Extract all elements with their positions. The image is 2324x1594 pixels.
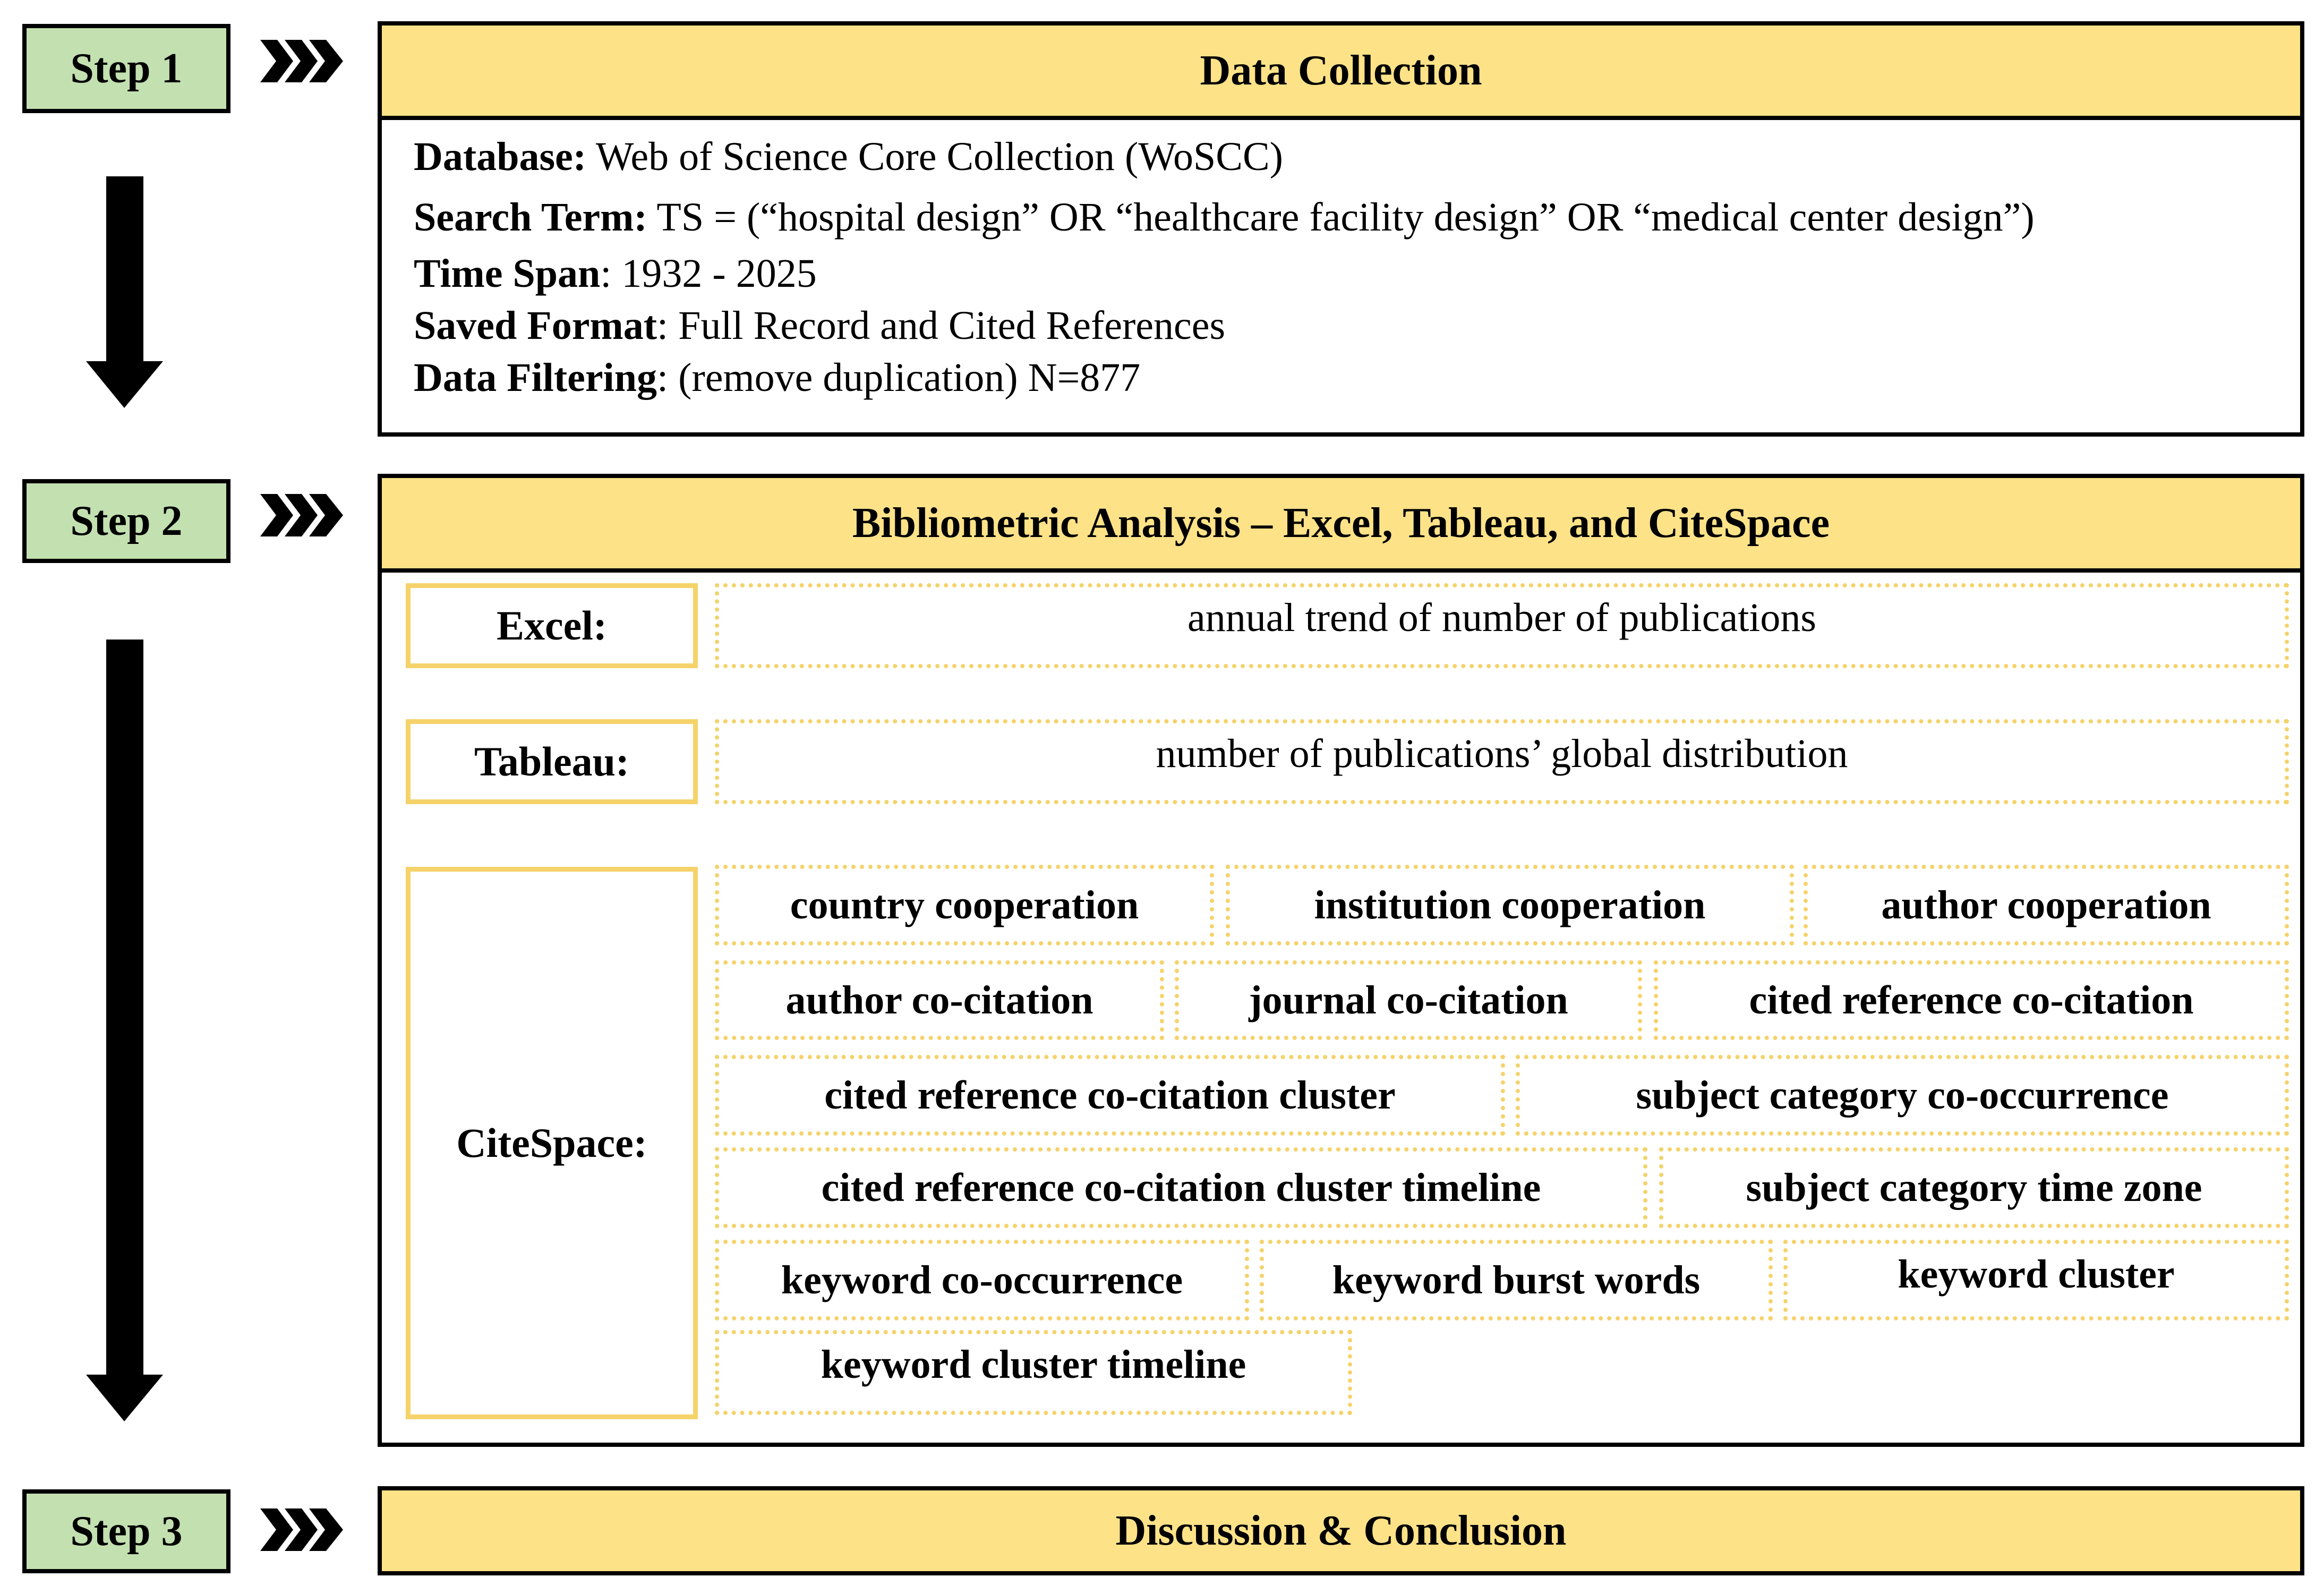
citespace-item-text: cited reference co-citation [1749, 977, 2194, 1022]
tableau-item [715, 719, 2289, 804]
excel-item [715, 583, 2289, 668]
citespace-item-author-cooperation [1804, 865, 2289, 945]
excel-item-text: annual trend of number of publications [1187, 595, 1816, 640]
citespace-item-text: keyword co-occurrence [781, 1257, 1183, 1302]
step-2-chevron-icon [260, 494, 343, 536]
citespace-label: CiteSpace: [456, 1120, 647, 1166]
time-span-value: : 1932 - 2025 [600, 251, 817, 296]
step-1-badge [22, 24, 230, 113]
time-span-key: Time Span [414, 251, 601, 296]
citespace-item-text: cited reference co-citation cluster [824, 1072, 1396, 1118]
step-2-label: Step 2 [70, 497, 183, 544]
database-key: Database: [414, 134, 587, 179]
citespace-item-text: keyword cluster [1898, 1252, 2175, 1297]
citespace-item-subject-category-time-zone [1659, 1147, 2289, 1228]
tableau-label: Tableau: [474, 738, 629, 785]
database-value: Web of Science Core Collection (WoSCC) [586, 134, 1283, 179]
discussion-title: Discussion & Conclusion [382, 1490, 2300, 1571]
excel-tool-box [406, 583, 698, 668]
saved-format-key: Saved Format [414, 303, 657, 348]
citespace-tool-box [406, 867, 698, 1419]
data-filtering-line [414, 355, 1140, 401]
citespace-item-text: keyword cluster timeline [821, 1342, 1246, 1387]
citespace-item-institution-cooperation [1226, 865, 1794, 945]
step-3-badge [22, 1489, 230, 1573]
time-span-line [414, 251, 817, 297]
citespace-item-author-co-citation [715, 960, 1164, 1040]
search-term-line [414, 194, 2035, 241]
citespace-item-text: subject category co-occurrence [1636, 1072, 2169, 1118]
citespace-item-text: country cooperation [790, 882, 1139, 927]
step-1-label: Step 1 [70, 45, 183, 92]
citespace-item-keyword-cluster-timeline [715, 1330, 1352, 1415]
citespace-item-keyword-co-occurrence [715, 1240, 1249, 1320]
citespace-item-cited-reference-co-citation [1654, 960, 2289, 1040]
citespace-item-text: subject category time zone [1746, 1165, 2202, 1210]
search-term-key: Search Term: [414, 195, 647, 240]
saved-format-value: : Full Record and Cited References [657, 303, 1226, 348]
citespace-item-keyword-burst-words [1260, 1240, 1773, 1320]
data-collection-panel [378, 21, 2304, 437]
citespace-item-text: institution cooperation [1314, 882, 1706, 927]
step-3-chevron-icon [260, 1508, 343, 1551]
step-3-label: Step 3 [70, 1507, 183, 1555]
citespace-item-text: journal co-citation [1249, 977, 1568, 1022]
step-2-badge [22, 479, 230, 563]
citespace-item-text: keyword burst words [1332, 1257, 1701, 1302]
saved-format-line [414, 303, 1225, 349]
bibliometric-analysis-title: Bibliometric Analysis – Excel, Tableau, and CiteSpace [382, 478, 2300, 573]
data-filtering-value: : (remove duplication) N=877 [657, 355, 1141, 400]
down-arrow-icon [86, 176, 163, 408]
excel-label: Excel: [497, 602, 607, 649]
down-arrow-icon [86, 640, 163, 1421]
citespace-item-cited-reference-co-citation-cluster [715, 1055, 1505, 1136]
citespace-item-text: cited reference co-citation cluster timeline [821, 1165, 1541, 1210]
discussion-panel [378, 1486, 2304, 1575]
data-filtering-key: Data Filtering [414, 355, 657, 400]
citespace-item-keyword-cluster [1783, 1240, 2289, 1320]
citespace-item-journal-co-citation [1175, 960, 1642, 1040]
citespace-item-subject-category-co-occurrence [1516, 1055, 2289, 1136]
database-line [414, 134, 1283, 180]
tableau-item-text: number of publications’ global distribution [1156, 731, 1848, 776]
citespace-item-text: author cooperation [1881, 882, 2211, 927]
citespace-item-country-cooperation [715, 865, 1214, 945]
step-1-chevron-icon [260, 40, 343, 82]
data-collection-title: Data Collection [382, 25, 2300, 120]
search-term-value: TS = (“hospital design” OR “healthcare facility design” OR “medical center design”) [647, 195, 2035, 240]
citespace-item-text: author co-citation [785, 977, 1093, 1022]
tableau-tool-box [406, 719, 698, 804]
citespace-item-cited-reference-co-citation-cluster-timeline [715, 1147, 1647, 1228]
